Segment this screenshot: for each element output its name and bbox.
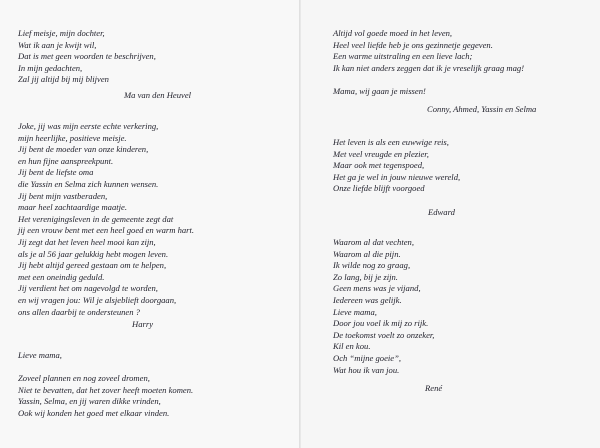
poem-line: Het verenigingsleven in de gemeente zegt dat xyxy=(18,213,174,224)
poem-line: Door jou voel ik mij zo rijk. xyxy=(333,318,429,329)
poem-line: Altijd vol goede moed in het leven, xyxy=(333,28,453,38)
poem-mother xyxy=(18,28,156,86)
poem-line: Heel veel liefde heb je ons gezinnetje gegeven. xyxy=(333,39,493,50)
poem-line: Dat is met geen woorden te beschrijven, xyxy=(18,51,156,62)
poem-line: Lieve mama, xyxy=(18,350,62,360)
poem-line: Waarom al dat vechten, xyxy=(333,237,414,247)
poem-line: Zal jij altijd bij mij blijven xyxy=(18,74,109,85)
poem-line: Lief meisje, mijn dochter, xyxy=(18,28,105,38)
poem-line: Och “mijne goeie”, xyxy=(333,352,402,363)
poem-line: Yassin, Selma, en jij waren dikke vrinden, xyxy=(18,396,161,407)
poem-line: met een oneindig geduld. xyxy=(18,271,105,282)
poem-line: Jij zegt dat het leven heel mooi kan zijn, xyxy=(18,236,156,247)
poem-line: als je al 56 jaar gelukkig hebt mogen leven. xyxy=(18,248,169,259)
poem-line: mijn heerlijke, positieve meisje. xyxy=(18,132,127,143)
signature: Conny, Ahmed, Yassin en Selma xyxy=(427,104,537,114)
poem-line: Joke, jij was mijn eerste echte verkering, xyxy=(18,121,159,131)
poem-line: jij een vrouw bent met een heel goed en warm hart. xyxy=(18,225,195,236)
poem-husband xyxy=(18,121,194,318)
poem-line: Jij verdient het om nagevolgd te worden, xyxy=(18,283,158,294)
poem-line: Maar ook met tegenspoed, xyxy=(333,160,425,171)
right-page xyxy=(301,0,600,448)
poem-line: Ik wilde nog zo graag, xyxy=(333,260,411,271)
poem-line: De toekomst voelt zo onzeker, xyxy=(333,329,435,340)
poem-line: Ook wij konden het goed met elkaar vinden. xyxy=(18,407,170,418)
poem-line: Ik kan niet anders zeggen dat ik je vreselijk graag mag! xyxy=(333,62,525,73)
poem-line: Mama, wij gaan je missen! xyxy=(333,85,426,96)
poem-line: Geen mens was je vijand, xyxy=(333,283,421,294)
poem-rene xyxy=(333,237,434,376)
poem-line: en wij vragen jou: Wil je alsjeblieft doorgaan, xyxy=(18,294,177,305)
poem-line: Jij bent de moeder van onze kinderen, xyxy=(18,144,149,155)
poem-line: Jij bent de liefste oma xyxy=(18,167,94,178)
poem-line xyxy=(333,74,524,86)
poem-line: In mijn gedachten, xyxy=(18,62,83,73)
poem-line: Kil en kou. xyxy=(333,341,371,352)
poem-line: Niet te bevatten, dat het zover heeft moeten komen. xyxy=(18,384,194,395)
poem-line: Lieve mama, xyxy=(333,306,377,317)
poem-line: Een warme uitstraling en een lieve lach; xyxy=(333,51,473,62)
signature: Ma van den Heuvel xyxy=(124,90,192,100)
poem-line: die Yassin en Selma zich kunnen wensen. xyxy=(18,178,159,189)
poem-children xyxy=(18,350,193,420)
poem-line: Jij bent mijn vastberaden, xyxy=(18,190,108,201)
poem-line: Waarom al die pijn. xyxy=(333,248,401,259)
poem-line: Het ga je wel in jouw nieuwe wereld, xyxy=(333,171,461,182)
poem-line: Het leven is als een euwwige reis, xyxy=(333,137,449,147)
poem-line: Zo lang, bij je zijn. xyxy=(333,271,398,282)
poem-line: maar heel zachtaardige maatje. xyxy=(18,202,127,213)
poem-edward xyxy=(333,137,460,195)
signature: Harry xyxy=(132,319,154,329)
poem-line: Jij hebt altijd gereed gestaan om te helpen, xyxy=(18,260,167,271)
poem-family xyxy=(333,28,524,98)
left-page xyxy=(0,0,299,448)
poem-line: Wat hou ik van jou. xyxy=(333,364,400,375)
poem-line: Zoveel plannen en nog zoveel dromen, xyxy=(18,373,150,384)
signature: René xyxy=(425,383,443,393)
poem-line: Met veel vreugde en plezier, xyxy=(333,148,429,159)
poem-line: en hun fijne aanspreekpunt. xyxy=(18,155,114,166)
poem-line: ons allen daarbij te ondersteunen ? xyxy=(18,306,140,317)
poem-line xyxy=(18,362,193,374)
poem-line: Iedereen was gelijk. xyxy=(333,294,402,305)
poem-line: Wat ik aan je kwijt wil, xyxy=(18,39,97,50)
signature: Edward xyxy=(428,207,455,217)
poem-line: Onze liefde blijft voorgoed xyxy=(333,183,425,194)
